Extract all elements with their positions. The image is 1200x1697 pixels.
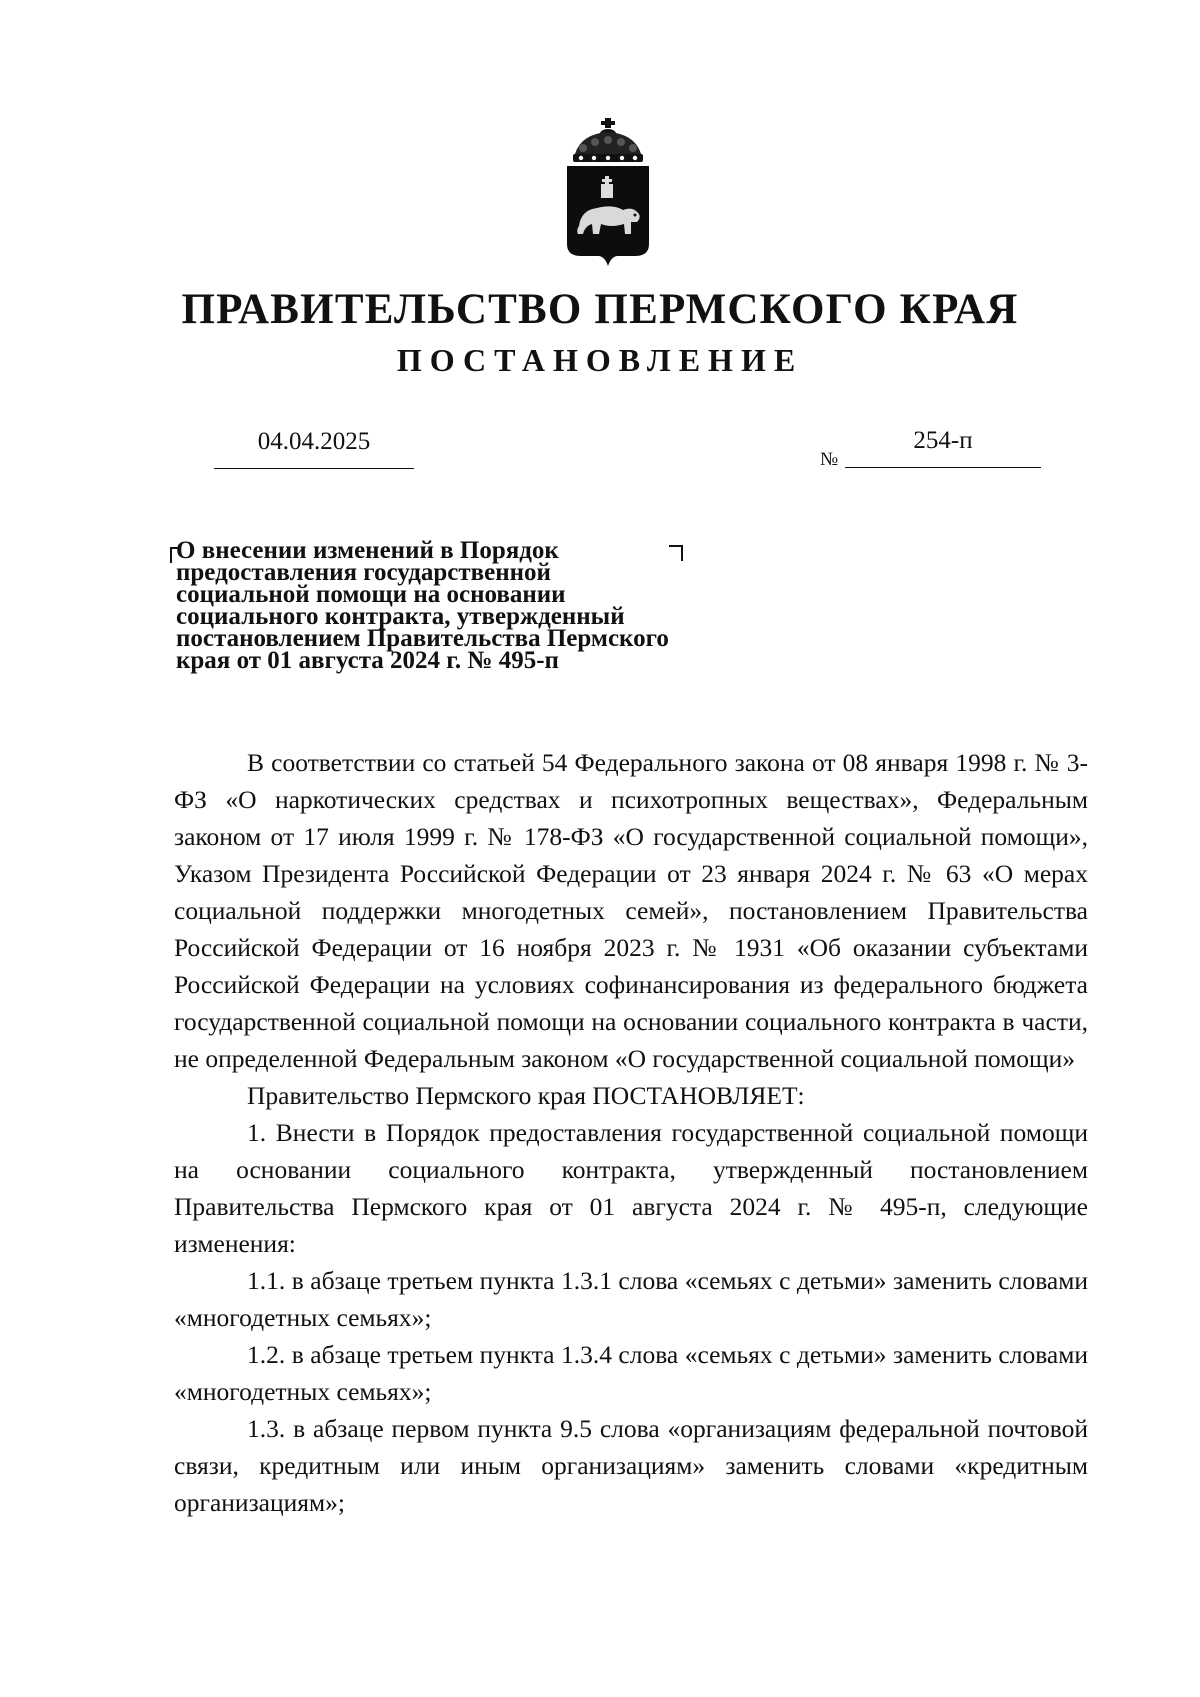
item-1-paragraph: 1. Внести в Порядок предоставления государственной социальной помощи на основании социального контракта, утвержденный постановлением Правительства Пермского края от 01 августа 2024 г. № 495-п, следующие изменения: xyxy=(174,1118,1088,1258)
government-title: ПРАВИТЕЛЬСТВО ПЕРМСКОГО КРАЯ xyxy=(181,286,1019,333)
document-date: 04.04.2025 xyxy=(257,428,371,455)
subject-line: социального контракта, утвержденный xyxy=(176,603,625,630)
number-sign: № xyxy=(820,449,839,470)
document-type: ПОСТАНОВЛЕНИЕ xyxy=(396,342,804,378)
subject-line: социальной помощи на основании xyxy=(176,581,566,608)
number-underline xyxy=(845,467,1041,468)
document-number: 254-п xyxy=(913,427,973,454)
item-1-1-paragraph: 1.1. в абзаце третьем пункта 1.3.1 слова «семьях с детьми» заменить словами «многодетных семьях»; xyxy=(174,1266,1088,1332)
subject-line: О внесении изменений в Порядок xyxy=(176,537,559,564)
crown-icon xyxy=(573,118,643,162)
subject-line: края от 01 августа 2024 г. № 495-п xyxy=(176,647,559,674)
date-underline xyxy=(214,468,414,469)
subject-line: постановлением Правительства Пермского xyxy=(176,625,669,652)
document-subject xyxy=(176,537,776,674)
coat-of-arms-icon xyxy=(561,118,655,268)
preamble-paragraph: В соответствии со статьей 54 Федерального закона от 08 января 1998 г. № 3-ФЗ «О наркотических средствах и психотропных веществах», Федеральным законом от 17 июля 1999 г. № 178-ФЗ «О государственной социальной помощи», Указом Президента Российской Федерации от 23 января 2024 г. № 63 «О мерах социальной поддержки многодетных семей», постановлением Правительства Российской Федерации от 16 ноября 2023 г. № 1931 «Об оказании субъектами Российской Федерации на условиях софинансирования из федерального бюджета государственной социальной помощи на основании социального контракта в части, не определенной Федеральным законом «О государственной социальной помощи» xyxy=(174,748,1088,1073)
document-body xyxy=(174,744,1088,1521)
resolves-paragraph: Правительство Пермского края ПОСТАНОВЛЯЕТ: xyxy=(247,1081,805,1110)
subject-line: предоставления государственной xyxy=(176,559,551,586)
item-1-3-paragraph: 1.3. в абзаце первом пункта 9.5 слова «организациям федеральной почтовой связи, кредитным или иным организациям» заменить словами «кредитным организациям»; xyxy=(174,1414,1088,1517)
item-1-2-paragraph: 1.2. в абзаце третьем пункта 1.3.4 слова «семьях с детьми» заменить словами «многодетных семьях»; xyxy=(174,1340,1088,1406)
